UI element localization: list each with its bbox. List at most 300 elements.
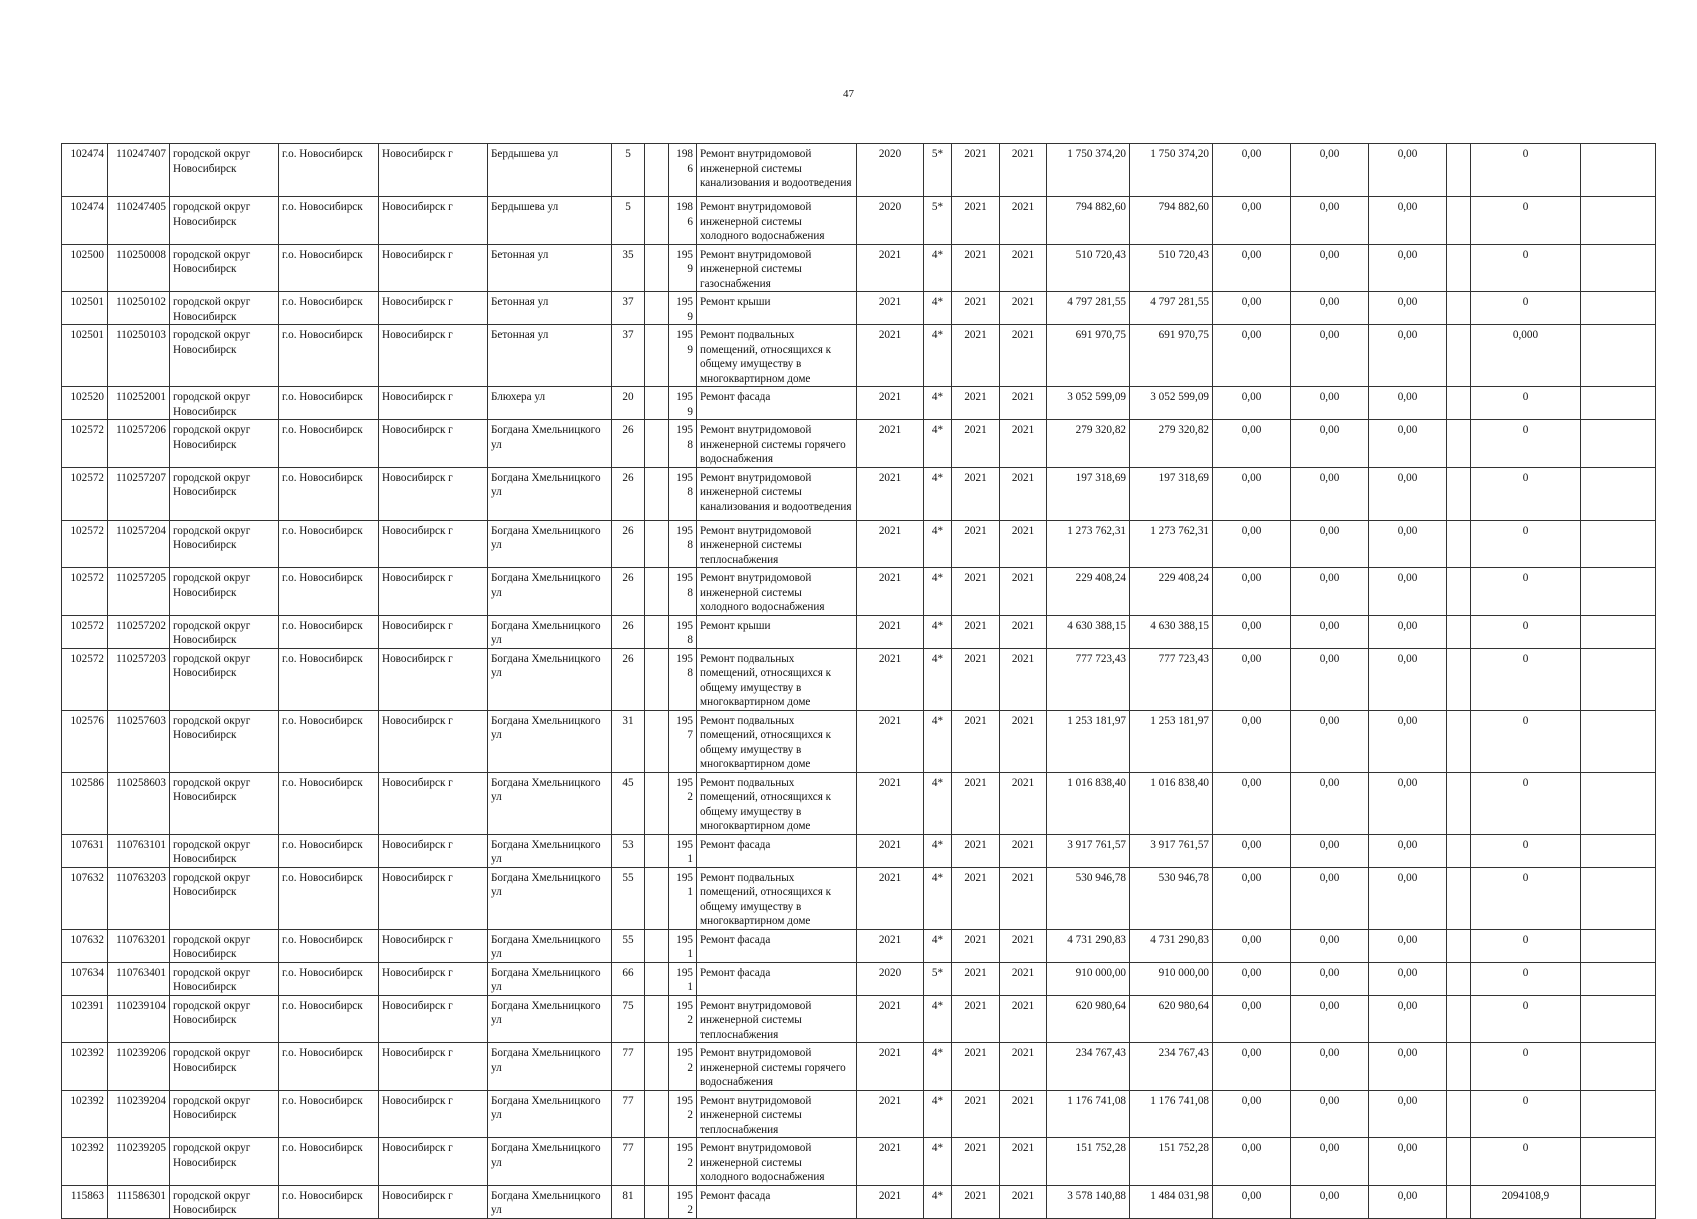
cell-fund-cost: 510 720,43 <box>1130 244 1213 292</box>
cell-fund-cost: 4 797 281,55 <box>1130 292 1213 325</box>
cell-end-year: 2021 <box>1000 420 1047 468</box>
cell-settlement: Новосибирск г <box>379 615 488 648</box>
cell-street: Богдана Хмельницкого ул <box>488 710 612 772</box>
cell-settlement: Новосибирск г <box>379 1185 488 1218</box>
cell-work-type: Ремонт фасада <box>697 387 857 420</box>
cell-settlement: Новосибирск г <box>379 568 488 616</box>
cell-category: 4* <box>924 325 952 387</box>
cell-house-code: 102572 <box>62 568 108 616</box>
cell-municipality: городской округ Новосибирск <box>170 834 279 867</box>
cell-build-year: 1986 <box>669 144 697 197</box>
cell-fund-cost: 1 176 741,08 <box>1130 1090 1213 1138</box>
cell-building-letter <box>645 648 669 710</box>
cell-street: Богдана Хмельницкого ул <box>488 834 612 867</box>
cell-house-code: 115863 <box>62 1185 108 1218</box>
cell-spacer <box>1447 1090 1471 1138</box>
cell-notes <box>1581 867 1656 929</box>
cell-total-cost: 279 320,82 <box>1047 420 1130 468</box>
cell-end-year: 2021 <box>1000 710 1047 772</box>
cell-fund-cost: 234 767,43 <box>1130 1043 1213 1091</box>
cell-total-cost: 151 752,28 <box>1047 1138 1130 1186</box>
cell-municipality: городской округ Новосибирск <box>170 387 279 420</box>
cell-total-cost: 691 970,75 <box>1047 325 1130 387</box>
table-row <box>62 929 1656 962</box>
cell-category: 4* <box>924 244 952 292</box>
cell-work-code: 110763201 <box>108 929 170 962</box>
cell-owners-funds: 0 <box>1471 772 1581 834</box>
cell-budget-regional: 0,00 <box>1291 962 1369 995</box>
cell-budget-federal: 0,00 <box>1213 1138 1291 1186</box>
cell-budget-regional: 0,00 <box>1291 1090 1369 1138</box>
cell-build-year: 1958 <box>669 520 697 568</box>
cell-category: 5* <box>924 144 952 197</box>
cell-fund-cost: 794 882,60 <box>1130 197 1213 245</box>
cell-building-letter <box>645 420 669 468</box>
cell-house-code: 102474 <box>62 144 108 197</box>
cell-municipality: городской округ Новосибирск <box>170 867 279 929</box>
cell-notes <box>1581 962 1656 995</box>
cell-budget-federal: 0,00 <box>1213 420 1291 468</box>
cell-house-code: 102500 <box>62 244 108 292</box>
cell-end-year: 2021 <box>1000 144 1047 197</box>
cell-municipality: городской округ Новосибирск <box>170 467 279 520</box>
cell-budget-local: 0,00 <box>1369 292 1447 325</box>
cell-building-letter <box>645 929 669 962</box>
cell-urban-district: г.о. Новосибирск <box>279 1185 379 1218</box>
cell-settlement: Новосибирск г <box>379 710 488 772</box>
cell-build-year: 1951 <box>669 929 697 962</box>
cell-end-year: 2021 <box>1000 772 1047 834</box>
cell-urban-district: г.о. Новосибирск <box>279 648 379 710</box>
cell-category: 5* <box>924 197 952 245</box>
cell-street: Богдана Хмельницкого ул <box>488 772 612 834</box>
cell-category: 4* <box>924 710 952 772</box>
cell-budget-federal: 0,00 <box>1213 1043 1291 1091</box>
cell-total-cost: 1 273 762,31 <box>1047 520 1130 568</box>
cell-urban-district: г.о. Новосибирск <box>279 1043 379 1091</box>
cell-budget-regional: 0,00 <box>1291 710 1369 772</box>
cell-planned-year: 2021 <box>857 325 924 387</box>
cell-budget-regional: 0,00 <box>1291 520 1369 568</box>
cell-house-code: 102391 <box>62 995 108 1043</box>
cell-start-year: 2021 <box>952 1138 1000 1186</box>
cell-street: Богдана Хмельницкого ул <box>488 1090 612 1138</box>
cell-street: Богдана Хмельницкого ул <box>488 467 612 520</box>
cell-house-number: 37 <box>612 292 645 325</box>
cell-building-letter <box>645 467 669 520</box>
cell-work-type: Ремонт внутридомовой инженерной системы канализования и водоотведения <box>697 144 857 197</box>
cell-notes <box>1581 292 1656 325</box>
table-row <box>62 1138 1656 1186</box>
table-row <box>62 325 1656 387</box>
cell-fund-cost: 197 318,69 <box>1130 467 1213 520</box>
cell-owners-funds: 0 <box>1471 292 1581 325</box>
cell-house-number: 5 <box>612 197 645 245</box>
cell-category: 4* <box>924 1043 952 1091</box>
cell-spacer <box>1447 244 1471 292</box>
cell-house-code: 102572 <box>62 467 108 520</box>
cell-notes <box>1581 568 1656 616</box>
cell-urban-district: г.о. Новосибирск <box>279 568 379 616</box>
cell-notes <box>1581 244 1656 292</box>
cell-fund-cost: 3 917 761,57 <box>1130 834 1213 867</box>
cell-total-cost: 197 318,69 <box>1047 467 1130 520</box>
cell-total-cost: 777 723,43 <box>1047 648 1130 710</box>
cell-work-type: Ремонт внутридомовой инженерной системы газоснабжения <box>697 244 857 292</box>
table-row <box>62 962 1656 995</box>
cell-work-type: Ремонт внутридомовой инженерной системы теплоснабжения <box>697 995 857 1043</box>
cell-work-code: 110763203 <box>108 867 170 929</box>
cell-building-letter <box>645 962 669 995</box>
cell-owners-funds: 0,000 <box>1471 325 1581 387</box>
cell-category: 4* <box>924 648 952 710</box>
cell-work-type: Ремонт подвальных помещений, относящихся к общему имуществу в многоквартирном доме <box>697 710 857 772</box>
cell-start-year: 2021 <box>952 929 1000 962</box>
cell-street: Богдана Хмельницкого ул <box>488 420 612 468</box>
cell-street: Бердышева ул <box>488 197 612 245</box>
cell-build-year: 1958 <box>669 568 697 616</box>
table-row <box>62 1185 1656 1218</box>
cell-urban-district: г.о. Новосибирск <box>279 387 379 420</box>
cell-fund-cost: 1 750 374,20 <box>1130 144 1213 197</box>
cell-total-cost: 3 052 599,09 <box>1047 387 1130 420</box>
cell-build-year: 1959 <box>669 387 697 420</box>
cell-settlement: Новосибирск г <box>379 244 488 292</box>
cell-end-year: 2021 <box>1000 292 1047 325</box>
cell-planned-year: 2021 <box>857 387 924 420</box>
cell-budget-federal: 0,00 <box>1213 962 1291 995</box>
cell-notes <box>1581 520 1656 568</box>
cell-build-year: 1958 <box>669 648 697 710</box>
cell-settlement: Новосибирск г <box>379 1043 488 1091</box>
cell-work-code: 110250008 <box>108 244 170 292</box>
cell-house-number: 53 <box>612 834 645 867</box>
cell-work-type: Ремонт подвальных помещений, относящихся к общему имуществу в многоквартирном доме <box>697 648 857 710</box>
cell-budget-federal: 0,00 <box>1213 197 1291 245</box>
cell-notes <box>1581 929 1656 962</box>
cell-building-letter <box>645 387 669 420</box>
cell-building-letter <box>645 710 669 772</box>
cell-house-number: 55 <box>612 867 645 929</box>
cell-start-year: 2021 <box>952 467 1000 520</box>
cell-build-year: 1959 <box>669 292 697 325</box>
cell-work-type: Ремонт фасада <box>697 1185 857 1218</box>
cell-urban-district: г.о. Новосибирск <box>279 929 379 962</box>
cell-owners-funds: 0 <box>1471 929 1581 962</box>
cell-end-year: 2021 <box>1000 929 1047 962</box>
cell-settlement: Новосибирск г <box>379 1090 488 1138</box>
cell-house-code: 102572 <box>62 648 108 710</box>
cell-start-year: 2021 <box>952 867 1000 929</box>
cell-municipality: городской округ Новосибирск <box>170 710 279 772</box>
cell-owners-funds: 0 <box>1471 995 1581 1043</box>
cell-build-year: 1952 <box>669 1138 697 1186</box>
cell-budget-local: 0,00 <box>1369 467 1447 520</box>
cell-end-year: 2021 <box>1000 962 1047 995</box>
cell-planned-year: 2020 <box>857 962 924 995</box>
cell-planned-year: 2020 <box>857 197 924 245</box>
cell-work-type: Ремонт внутридомовой инженерной системы холодного водоснабжения <box>697 568 857 616</box>
cell-budget-regional: 0,00 <box>1291 420 1369 468</box>
cell-build-year: 1952 <box>669 772 697 834</box>
cell-urban-district: г.о. Новосибирск <box>279 197 379 245</box>
cell-owners-funds: 0 <box>1471 467 1581 520</box>
cell-category: 4* <box>924 772 952 834</box>
cell-spacer <box>1447 1138 1471 1186</box>
cell-fund-cost: 1 273 762,31 <box>1130 520 1213 568</box>
cell-house-code: 102520 <box>62 387 108 420</box>
cell-category: 4* <box>924 615 952 648</box>
cell-end-year: 2021 <box>1000 1090 1047 1138</box>
cell-notes <box>1581 710 1656 772</box>
cell-planned-year: 2021 <box>857 648 924 710</box>
cell-house-number: 26 <box>612 420 645 468</box>
cell-street: Богдана Хмельницкого ул <box>488 648 612 710</box>
cell-budget-regional: 0,00 <box>1291 244 1369 292</box>
cell-building-letter <box>645 615 669 648</box>
cell-street: Богдана Хмельницкого ул <box>488 867 612 929</box>
cell-spacer <box>1447 615 1471 648</box>
cell-budget-local: 0,00 <box>1369 710 1447 772</box>
cell-house-number: 66 <box>612 962 645 995</box>
cell-owners-funds: 0 <box>1471 962 1581 995</box>
cell-budget-local: 0,00 <box>1369 648 1447 710</box>
cell-building-letter <box>645 867 669 929</box>
cell-notes <box>1581 995 1656 1043</box>
cell-start-year: 2021 <box>952 292 1000 325</box>
cell-spacer <box>1447 929 1471 962</box>
cell-fund-cost: 691 970,75 <box>1130 325 1213 387</box>
cell-budget-local: 0,00 <box>1369 420 1447 468</box>
cell-planned-year: 2021 <box>857 995 924 1043</box>
cell-budget-local: 0,00 <box>1369 834 1447 867</box>
cell-start-year: 2021 <box>952 1185 1000 1218</box>
cell-category: 4* <box>924 929 952 962</box>
cell-budget-regional: 0,00 <box>1291 648 1369 710</box>
cell-budget-regional: 0,00 <box>1291 144 1369 197</box>
table-row <box>62 420 1656 468</box>
cell-spacer <box>1447 144 1471 197</box>
cell-house-number: 37 <box>612 325 645 387</box>
cell-work-code: 110257205 <box>108 568 170 616</box>
cell-spacer <box>1447 387 1471 420</box>
cell-budget-regional: 0,00 <box>1291 467 1369 520</box>
cell-budget-local: 0,00 <box>1369 387 1447 420</box>
cell-total-cost: 1 176 741,08 <box>1047 1090 1130 1138</box>
cell-budget-regional: 0,00 <box>1291 995 1369 1043</box>
cell-planned-year: 2021 <box>857 244 924 292</box>
cell-total-cost: 3 578 140,88 <box>1047 1185 1130 1218</box>
cell-work-type: Ремонт внутридомовой инженерной системы горячего водоснабжения <box>697 1043 857 1091</box>
cell-house-number: 5 <box>612 144 645 197</box>
cell-planned-year: 2021 <box>857 615 924 648</box>
cell-work-type: Ремонт крыши <box>697 615 857 648</box>
cell-planned-year: 2021 <box>857 1138 924 1186</box>
cell-build-year: 1958 <box>669 420 697 468</box>
cell-house-code: 102572 <box>62 420 108 468</box>
cell-fund-cost: 777 723,43 <box>1130 648 1213 710</box>
cell-budget-federal: 0,00 <box>1213 615 1291 648</box>
cell-category: 4* <box>924 1185 952 1218</box>
cell-street: Богдана Хмельницкого ул <box>488 568 612 616</box>
cell-settlement: Новосибирск г <box>379 387 488 420</box>
cell-settlement: Новосибирск г <box>379 929 488 962</box>
cell-work-code: 110239205 <box>108 1138 170 1186</box>
cell-total-cost: 620 980,64 <box>1047 995 1130 1043</box>
cell-settlement: Новосибирск г <box>379 1138 488 1186</box>
cell-budget-regional: 0,00 <box>1291 1185 1369 1218</box>
cell-house-number: 77 <box>612 1043 645 1091</box>
cell-settlement: Новосибирск г <box>379 197 488 245</box>
cell-start-year: 2021 <box>952 144 1000 197</box>
cell-spacer <box>1447 197 1471 245</box>
cell-category: 4* <box>924 568 952 616</box>
cell-urban-district: г.о. Новосибирск <box>279 467 379 520</box>
cell-building-letter <box>645 520 669 568</box>
cell-house-code: 102392 <box>62 1090 108 1138</box>
cell-budget-federal: 0,00 <box>1213 1185 1291 1218</box>
cell-total-cost: 4 797 281,55 <box>1047 292 1130 325</box>
cell-building-letter <box>645 244 669 292</box>
cell-notes <box>1581 467 1656 520</box>
cell-start-year: 2021 <box>952 710 1000 772</box>
cell-urban-district: г.о. Новосибирск <box>279 995 379 1043</box>
cell-urban-district: г.о. Новосибирск <box>279 867 379 929</box>
cell-owners-funds: 0 <box>1471 520 1581 568</box>
cell-work-type: Ремонт крыши <box>697 292 857 325</box>
cell-planned-year: 2021 <box>857 929 924 962</box>
cell-total-cost: 229 408,24 <box>1047 568 1130 616</box>
cell-settlement: Новосибирск г <box>379 467 488 520</box>
cell-build-year: 1951 <box>669 962 697 995</box>
cell-build-year: 1952 <box>669 995 697 1043</box>
cell-budget-federal: 0,00 <box>1213 710 1291 772</box>
cell-notes <box>1581 197 1656 245</box>
cell-urban-district: г.о. Новосибирск <box>279 615 379 648</box>
cell-budget-regional: 0,00 <box>1291 1043 1369 1091</box>
cell-budget-local: 0,00 <box>1369 244 1447 292</box>
cell-owners-funds: 0 <box>1471 420 1581 468</box>
cell-building-letter <box>645 292 669 325</box>
table-row <box>62 197 1656 245</box>
cell-budget-federal: 0,00 <box>1213 467 1291 520</box>
cell-municipality: городской округ Новосибирск <box>170 929 279 962</box>
cell-work-code: 110257206 <box>108 420 170 468</box>
cell-settlement: Новосибирск г <box>379 144 488 197</box>
cell-owners-funds: 0 <box>1471 710 1581 772</box>
cell-work-code: 110257207 <box>108 467 170 520</box>
cell-municipality: городской округ Новосибирск <box>170 244 279 292</box>
cell-work-code: 110257202 <box>108 615 170 648</box>
cell-build-year: 1958 <box>669 615 697 648</box>
cell-fund-cost: 910 000,00 <box>1130 962 1213 995</box>
cell-budget-federal: 0,00 <box>1213 244 1291 292</box>
cell-work-code: 110250103 <box>108 325 170 387</box>
cell-work-code: 110763101 <box>108 834 170 867</box>
cell-building-letter <box>645 325 669 387</box>
cell-budget-regional: 0,00 <box>1291 325 1369 387</box>
cell-street: Богдана Хмельницкого ул <box>488 1138 612 1186</box>
cell-work-type: Ремонт внутридомовой инженерной системы холодного водоснабжения <box>697 1138 857 1186</box>
cell-total-cost: 530 946,78 <box>1047 867 1130 929</box>
cell-planned-year: 2021 <box>857 1090 924 1138</box>
cell-building-letter <box>645 1043 669 1091</box>
cell-start-year: 2021 <box>952 834 1000 867</box>
cell-category: 4* <box>924 292 952 325</box>
cell-spacer <box>1447 962 1471 995</box>
cell-settlement: Новосибирск г <box>379 292 488 325</box>
cell-notes <box>1581 420 1656 468</box>
cell-spacer <box>1447 520 1471 568</box>
cell-budget-federal: 0,00 <box>1213 648 1291 710</box>
cell-urban-district: г.о. Новосибирск <box>279 244 379 292</box>
cell-end-year: 2021 <box>1000 867 1047 929</box>
cell-street: Блюхера ул <box>488 387 612 420</box>
cell-category: 4* <box>924 387 952 420</box>
cell-end-year: 2021 <box>1000 244 1047 292</box>
cell-work-type: Ремонт фасада <box>697 834 857 867</box>
cell-work-code: 110252001 <box>108 387 170 420</box>
cell-building-letter <box>645 568 669 616</box>
cell-work-code: 110247405 <box>108 197 170 245</box>
cell-work-code: 110763401 <box>108 962 170 995</box>
cell-budget-local: 0,00 <box>1369 520 1447 568</box>
cell-category: 5* <box>924 962 952 995</box>
cell-house-code: 102392 <box>62 1138 108 1186</box>
cell-budget-regional: 0,00 <box>1291 929 1369 962</box>
cell-municipality: городской округ Новосибирск <box>170 325 279 387</box>
cell-house-code: 107632 <box>62 867 108 929</box>
cell-street: Бетонная ул <box>488 292 612 325</box>
cell-house-number: 31 <box>612 710 645 772</box>
cell-budget-federal: 0,00 <box>1213 772 1291 834</box>
cell-category: 4* <box>924 867 952 929</box>
cell-municipality: городской округ Новосибирск <box>170 568 279 616</box>
cell-street: Бердышева ул <box>488 144 612 197</box>
table-row <box>62 387 1656 420</box>
cell-notes <box>1581 615 1656 648</box>
page-number: 47 <box>843 88 854 100</box>
table-row <box>62 1043 1656 1091</box>
cell-budget-local: 0,00 <box>1369 867 1447 929</box>
cell-start-year: 2021 <box>952 772 1000 834</box>
cell-urban-district: г.о. Новосибирск <box>279 1090 379 1138</box>
cell-building-letter <box>645 1185 669 1218</box>
cell-municipality: городской округ Новосибирск <box>170 420 279 468</box>
cell-start-year: 2021 <box>952 387 1000 420</box>
cell-work-code: 110247407 <box>108 144 170 197</box>
cell-urban-district: г.о. Новосибирск <box>279 292 379 325</box>
cell-settlement: Новосибирск г <box>379 772 488 834</box>
cell-planned-year: 2021 <box>857 772 924 834</box>
cell-category: 4* <box>924 834 952 867</box>
cell-notes <box>1581 325 1656 387</box>
cell-municipality: городской округ Новосибирск <box>170 520 279 568</box>
cell-build-year: 1952 <box>669 1043 697 1091</box>
cell-budget-federal: 0,00 <box>1213 325 1291 387</box>
cell-spacer <box>1447 1185 1471 1218</box>
cell-planned-year: 2021 <box>857 710 924 772</box>
cell-spacer <box>1447 867 1471 929</box>
cell-fund-cost: 530 946,78 <box>1130 867 1213 929</box>
cell-start-year: 2021 <box>952 648 1000 710</box>
cell-spacer <box>1447 772 1471 834</box>
cell-budget-federal: 0,00 <box>1213 995 1291 1043</box>
cell-start-year: 2021 <box>952 995 1000 1043</box>
cell-street: Богдана Хмельницкого ул <box>488 929 612 962</box>
cell-settlement: Новосибирск г <box>379 325 488 387</box>
capital-repair-table <box>61 143 1656 1219</box>
